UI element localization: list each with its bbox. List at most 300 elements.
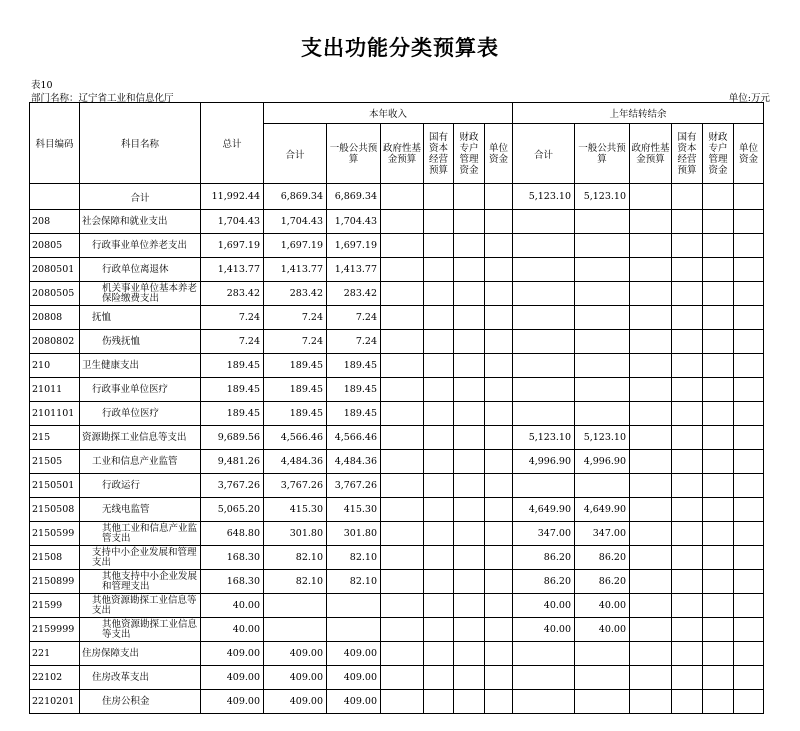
row-cur-gov-fund (381, 210, 424, 234)
header-cur-gov-fund: 政府性基金预算 (381, 124, 424, 184)
row-co-subtotal: 4,996.90 (513, 450, 575, 474)
row-co-special-fund (703, 618, 734, 642)
sum-label: 合计 (80, 184, 201, 210)
header-co-state-capital: 国有资本经营预算 (672, 124, 703, 184)
row-co-general (575, 210, 630, 234)
row-total: 409.00 (201, 642, 264, 666)
row-co-general (575, 666, 630, 690)
row-code: 2150508 (30, 498, 80, 522)
table-row (30, 330, 764, 354)
row-total: 409.00 (201, 666, 264, 690)
row-cur-gov-fund (381, 354, 424, 378)
row-cur-unit-fund (485, 522, 513, 546)
table-row (30, 546, 764, 570)
row-co-general: 40.00 (575, 594, 630, 618)
row-co-state-capital (672, 378, 703, 402)
row-cur-state-capital (424, 378, 454, 402)
row-total: 283.42 (201, 282, 264, 306)
row-co-general (575, 474, 630, 498)
row-cur-general: 4,566.46 (327, 426, 381, 450)
table-row (30, 498, 764, 522)
row-name: 住房保障支出 (80, 642, 201, 666)
row-cur-gov-fund (381, 666, 424, 690)
row-co-state-capital (672, 306, 703, 330)
row-co-special-fund (703, 234, 734, 258)
row-cur-gov-fund (381, 642, 424, 666)
row-cur-general (327, 594, 381, 618)
row-co-state-capital (672, 498, 703, 522)
row-co-gov-fund (630, 498, 672, 522)
row-cur-gov-fund (381, 498, 424, 522)
row-total: 168.30 (201, 546, 264, 570)
row-cur-gov-fund (381, 306, 424, 330)
row-co-unit-fund (734, 594, 764, 618)
header-co-subtotal: 合计 (513, 124, 575, 184)
row-co-subtotal (513, 666, 575, 690)
row-cur-general: 82.10 (327, 570, 381, 594)
row-cur-special-fund (454, 306, 485, 330)
row-cur-subtotal: 409.00 (264, 666, 327, 690)
department-name: 部门名称：辽宁省工业和信息化厅 (31, 93, 174, 104)
row-cur-state-capital (424, 426, 454, 450)
row-co-unit-fund (734, 402, 764, 426)
row-co-general: 4,649.90 (575, 498, 630, 522)
row-co-subtotal: 86.20 (513, 546, 575, 570)
row-co-subtotal (513, 282, 575, 306)
row-cur-state-capital (424, 258, 454, 282)
row-cur-gov-fund (381, 522, 424, 546)
row-cur-special-fund (454, 450, 485, 474)
row-cur-unit-fund (485, 642, 513, 666)
row-total: 409.00 (201, 690, 264, 714)
row-co-gov-fund (630, 690, 672, 714)
table-row (30, 306, 764, 330)
row-cur-unit-fund (485, 570, 513, 594)
row-co-state-capital (672, 666, 703, 690)
row-code: 21505 (30, 450, 80, 474)
row-co-special-fund (703, 642, 734, 666)
row-cur-unit-fund (485, 426, 513, 450)
row-co-general (575, 306, 630, 330)
row-co-state-capital (672, 402, 703, 426)
row-co-state-capital (672, 618, 703, 642)
row-co-special-fund (703, 282, 734, 306)
row-co-state-capital (672, 450, 703, 474)
table-row (30, 474, 764, 498)
row-co-gov-fund (630, 474, 672, 498)
row-cur-special-fund (454, 402, 485, 426)
row-cur-special-fund (454, 522, 485, 546)
row-cur-state-capital (424, 546, 454, 570)
row-cur-special-fund (454, 426, 485, 450)
row-co-special-fund (703, 546, 734, 570)
table-row (30, 282, 764, 306)
row-co-general (575, 258, 630, 282)
page-title: 支出功能分类预算表 (301, 35, 499, 60)
row-co-gov-fund (630, 642, 672, 666)
row-co-gov-fund (630, 378, 672, 402)
row-cur-general: 82.10 (327, 546, 381, 570)
row-code: 22102 (30, 666, 80, 690)
row-cur-state-capital (424, 690, 454, 714)
row-co-unit-fund (734, 474, 764, 498)
row-code: 2150501 (30, 474, 80, 498)
row-co-gov-fund (630, 306, 672, 330)
row-total: 40.00 (201, 618, 264, 642)
row-total: 9,689.56 (201, 426, 264, 450)
row-co-state-capital (672, 234, 703, 258)
row-total: 1,413.77 (201, 258, 264, 282)
row-co-special-fund (703, 498, 734, 522)
row-name: 工业和信息产业监管 (80, 450, 201, 474)
header-name: 科目名称 (80, 103, 201, 184)
row-co-unit-fund (734, 258, 764, 282)
row-co-gov-fund (630, 666, 672, 690)
row-cur-unit-fund (485, 210, 513, 234)
table-row (30, 642, 764, 666)
row-cur-special-fund (454, 642, 485, 666)
row-cur-state-capital (424, 594, 454, 618)
row-co-subtotal: 40.00 (513, 618, 575, 642)
row-co-unit-fund (734, 642, 764, 666)
row-cur-special-fund (454, 234, 485, 258)
row-cur-subtotal: 1,697.19 (264, 234, 327, 258)
row-cur-general: 1,413.77 (327, 258, 381, 282)
row-cur-subtotal: 1,704.43 (264, 210, 327, 234)
row-co-general (575, 354, 630, 378)
header-total: 总计 (201, 103, 264, 184)
row-co-general: 4,996.90 (575, 450, 630, 474)
row-total: 189.45 (201, 354, 264, 378)
row-cur-unit-fund (485, 450, 513, 474)
table-row (30, 594, 764, 618)
row-co-gov-fund (630, 282, 672, 306)
row-co-special-fund (703, 690, 734, 714)
table-row (30, 666, 764, 690)
row-cur-unit-fund (485, 546, 513, 570)
row-cur-gov-fund (381, 594, 424, 618)
row-co-gov-fund (630, 210, 672, 234)
row-name: 其他支持中小企业发展和管理支出 (80, 570, 201, 594)
sum-co-general: 5,123.10 (575, 184, 630, 210)
row-co-state-capital (672, 330, 703, 354)
row-cur-special-fund (454, 690, 485, 714)
row-co-special-fund (703, 666, 734, 690)
row-cur-general: 3,767.26 (327, 474, 381, 498)
row-cur-state-capital (424, 450, 454, 474)
row-name: 社会保障和就业支出 (80, 210, 201, 234)
row-co-special-fund (703, 210, 734, 234)
row-co-subtotal (513, 690, 575, 714)
row-co-gov-fund (630, 330, 672, 354)
row-code: 2150599 (30, 522, 80, 546)
header-co-special-fund: 财政专户管理资金 (703, 124, 734, 184)
row-co-subtotal (513, 330, 575, 354)
sum-row (30, 184, 764, 210)
row-cur-special-fund (454, 330, 485, 354)
budget-table (29, 102, 764, 714)
row-cur-general: 409.00 (327, 666, 381, 690)
row-total: 7.24 (201, 306, 264, 330)
row-cur-unit-fund (485, 618, 513, 642)
row-cur-state-capital (424, 474, 454, 498)
row-co-subtotal: 4,649.90 (513, 498, 575, 522)
row-co-gov-fund (630, 234, 672, 258)
row-cur-subtotal: 415.30 (264, 498, 327, 522)
row-total: 1,704.43 (201, 210, 264, 234)
row-co-special-fund (703, 402, 734, 426)
row-cur-gov-fund (381, 450, 424, 474)
row-co-general (575, 378, 630, 402)
row-co-state-capital (672, 594, 703, 618)
row-cur-subtotal: 82.10 (264, 570, 327, 594)
row-cur-gov-fund (381, 282, 424, 306)
row-cur-state-capital (424, 354, 454, 378)
row-co-state-capital (672, 426, 703, 450)
table-row (30, 690, 764, 714)
row-cur-special-fund (454, 594, 485, 618)
row-name: 行政单位离退休 (80, 258, 201, 282)
row-cur-gov-fund (381, 402, 424, 426)
row-cur-subtotal: 409.00 (264, 642, 327, 666)
row-name: 无线电监管 (80, 498, 201, 522)
row-co-general: 86.20 (575, 546, 630, 570)
row-cur-subtotal: 283.42 (264, 282, 327, 306)
row-total: 189.45 (201, 402, 264, 426)
row-cur-general: 7.24 (327, 330, 381, 354)
row-cur-general: 4,484.36 (327, 450, 381, 474)
row-co-unit-fund (734, 498, 764, 522)
row-code: 20805 (30, 234, 80, 258)
row-cur-subtotal (264, 594, 327, 618)
table-number: 表10 (31, 80, 53, 91)
unit-label: 单位:万元 (728, 93, 770, 104)
row-cur-state-capital (424, 210, 454, 234)
row-cur-general: 415.30 (327, 498, 381, 522)
row-co-subtotal: 5,123.10 (513, 426, 575, 450)
row-name: 资源勘探工业信息等支出 (80, 426, 201, 450)
row-cur-special-fund (454, 210, 485, 234)
row-cur-unit-fund (485, 498, 513, 522)
row-cur-unit-fund (485, 258, 513, 282)
row-cur-subtotal: 4,484.36 (264, 450, 327, 474)
row-total: 3,767.26 (201, 474, 264, 498)
row-cur-state-capital (424, 642, 454, 666)
row-co-special-fund (703, 426, 734, 450)
row-code: 2080501 (30, 258, 80, 282)
row-code: 221 (30, 642, 80, 666)
row-cur-state-capital (424, 618, 454, 642)
row-name: 行政事业单位养老支出 (80, 234, 201, 258)
row-code: 215 (30, 426, 80, 450)
sum-cur-general: 6,869.34 (327, 184, 381, 210)
row-cur-general: 409.00 (327, 690, 381, 714)
row-cur-unit-fund (485, 330, 513, 354)
row-co-subtotal (513, 234, 575, 258)
row-code: 20808 (30, 306, 80, 330)
row-name: 机关事业单位基本养老保险缴费支出 (80, 282, 201, 306)
row-cur-general: 301.80 (327, 522, 381, 546)
row-cur-special-fund (454, 258, 485, 282)
row-cur-subtotal: 189.45 (264, 354, 327, 378)
row-co-general: 86.20 (575, 570, 630, 594)
table-row (30, 378, 764, 402)
row-cur-general: 189.45 (327, 378, 381, 402)
row-co-general (575, 402, 630, 426)
header-carryover: 上年结转结余 (513, 103, 764, 124)
row-cur-state-capital (424, 282, 454, 306)
row-co-special-fund (703, 522, 734, 546)
header-co-general: 一般公共预算 (575, 124, 630, 184)
header-cur-subtotal: 合计 (264, 124, 327, 184)
row-co-unit-fund (734, 234, 764, 258)
header-cur-state-capital: 国有资本经营预算 (424, 124, 454, 184)
row-name: 行政事业单位医疗 (80, 378, 201, 402)
row-total: 648.80 (201, 522, 264, 546)
row-cur-gov-fund (381, 546, 424, 570)
row-co-state-capital (672, 258, 703, 282)
sum-cur-subtotal: 6,869.34 (264, 184, 327, 210)
row-cur-unit-fund (485, 282, 513, 306)
row-co-unit-fund (734, 330, 764, 354)
row-cur-unit-fund (485, 378, 513, 402)
header-co-gov-fund: 政府性基金预算 (630, 124, 672, 184)
row-cur-general: 283.42 (327, 282, 381, 306)
row-cur-special-fund (454, 666, 485, 690)
row-cur-unit-fund (485, 666, 513, 690)
row-total: 189.45 (201, 378, 264, 402)
row-cur-special-fund (454, 498, 485, 522)
row-name: 其他工业和信息产业监管支出 (80, 522, 201, 546)
row-co-state-capital (672, 354, 703, 378)
row-co-gov-fund (630, 354, 672, 378)
row-cur-unit-fund (485, 690, 513, 714)
header-co-unit-fund: 单位资金 (734, 124, 764, 184)
row-co-gov-fund (630, 258, 672, 282)
row-co-general (575, 642, 630, 666)
row-total: 40.00 (201, 594, 264, 618)
row-co-state-capital (672, 474, 703, 498)
table-row (30, 210, 764, 234)
table-row (30, 522, 764, 546)
row-co-subtotal (513, 258, 575, 282)
row-co-state-capital (672, 282, 703, 306)
row-cur-general: 189.45 (327, 354, 381, 378)
row-co-gov-fund (630, 570, 672, 594)
row-cur-unit-fund (485, 474, 513, 498)
row-cur-state-capital (424, 234, 454, 258)
row-cur-gov-fund (381, 426, 424, 450)
row-co-special-fund (703, 594, 734, 618)
row-co-general: 40.00 (575, 618, 630, 642)
row-co-special-fund (703, 258, 734, 282)
row-co-general (575, 234, 630, 258)
row-co-unit-fund (734, 546, 764, 570)
row-name: 伤残抚恤 (80, 330, 201, 354)
row-cur-gov-fund (381, 618, 424, 642)
row-cur-subtotal: 409.00 (264, 690, 327, 714)
header-cur-special-fund: 财政专户管理资金 (454, 124, 485, 184)
row-cur-special-fund (454, 354, 485, 378)
row-co-state-capital (672, 210, 703, 234)
row-code: 2150899 (30, 570, 80, 594)
row-co-subtotal (513, 402, 575, 426)
row-co-state-capital (672, 642, 703, 666)
row-name: 抚恤 (80, 306, 201, 330)
row-code: 2080505 (30, 282, 80, 306)
row-cur-unit-fund (485, 234, 513, 258)
row-cur-general: 1,704.43 (327, 210, 381, 234)
row-co-special-fund (703, 306, 734, 330)
table-row (30, 450, 764, 474)
row-co-subtotal: 347.00 (513, 522, 575, 546)
row-cur-general: 189.45 (327, 402, 381, 426)
row-co-gov-fund (630, 426, 672, 450)
row-code: 2080802 (30, 330, 80, 354)
row-co-special-fund (703, 354, 734, 378)
row-code: 2210201 (30, 690, 80, 714)
row-cur-gov-fund (381, 234, 424, 258)
row-co-subtotal (513, 306, 575, 330)
row-co-gov-fund (630, 594, 672, 618)
row-co-general: 5,123.10 (575, 426, 630, 450)
row-cur-state-capital (424, 522, 454, 546)
row-co-unit-fund (734, 618, 764, 642)
row-co-subtotal (513, 378, 575, 402)
row-name: 住房公积金 (80, 690, 201, 714)
row-co-unit-fund (734, 426, 764, 450)
row-cur-unit-fund (485, 402, 513, 426)
row-cur-special-fund (454, 618, 485, 642)
row-co-subtotal: 40.00 (513, 594, 575, 618)
row-cur-state-capital (424, 666, 454, 690)
row-cur-special-fund (454, 282, 485, 306)
row-code: 208 (30, 210, 80, 234)
row-cur-state-capital (424, 570, 454, 594)
row-co-state-capital (672, 546, 703, 570)
sum-co-subtotal: 5,123.10 (513, 184, 575, 210)
row-co-unit-fund (734, 666, 764, 690)
row-co-gov-fund (630, 522, 672, 546)
row-total: 168.30 (201, 570, 264, 594)
row-cur-subtotal: 189.45 (264, 378, 327, 402)
row-name: 卫生健康支出 (80, 354, 201, 378)
row-name: 支持中小企业发展和管理支出 (80, 546, 201, 570)
row-cur-subtotal: 301.80 (264, 522, 327, 546)
row-co-general (575, 330, 630, 354)
row-cur-special-fund (454, 546, 485, 570)
row-co-state-capital (672, 690, 703, 714)
row-cur-gov-fund (381, 378, 424, 402)
row-total: 7.24 (201, 330, 264, 354)
row-cur-special-fund (454, 378, 485, 402)
row-co-special-fund (703, 378, 734, 402)
table-row (30, 258, 764, 282)
row-name: 行政单位医疗 (80, 402, 201, 426)
row-co-special-fund (703, 474, 734, 498)
row-co-state-capital (672, 570, 703, 594)
row-co-gov-fund (630, 450, 672, 474)
row-cur-subtotal: 4,566.46 (264, 426, 327, 450)
row-cur-special-fund (454, 474, 485, 498)
row-code: 21599 (30, 594, 80, 618)
row-cur-general (327, 618, 381, 642)
row-cur-gov-fund (381, 474, 424, 498)
row-co-unit-fund (734, 354, 764, 378)
row-code: 2101101 (30, 402, 80, 426)
row-co-gov-fund (630, 546, 672, 570)
row-total: 5,065.20 (201, 498, 264, 522)
